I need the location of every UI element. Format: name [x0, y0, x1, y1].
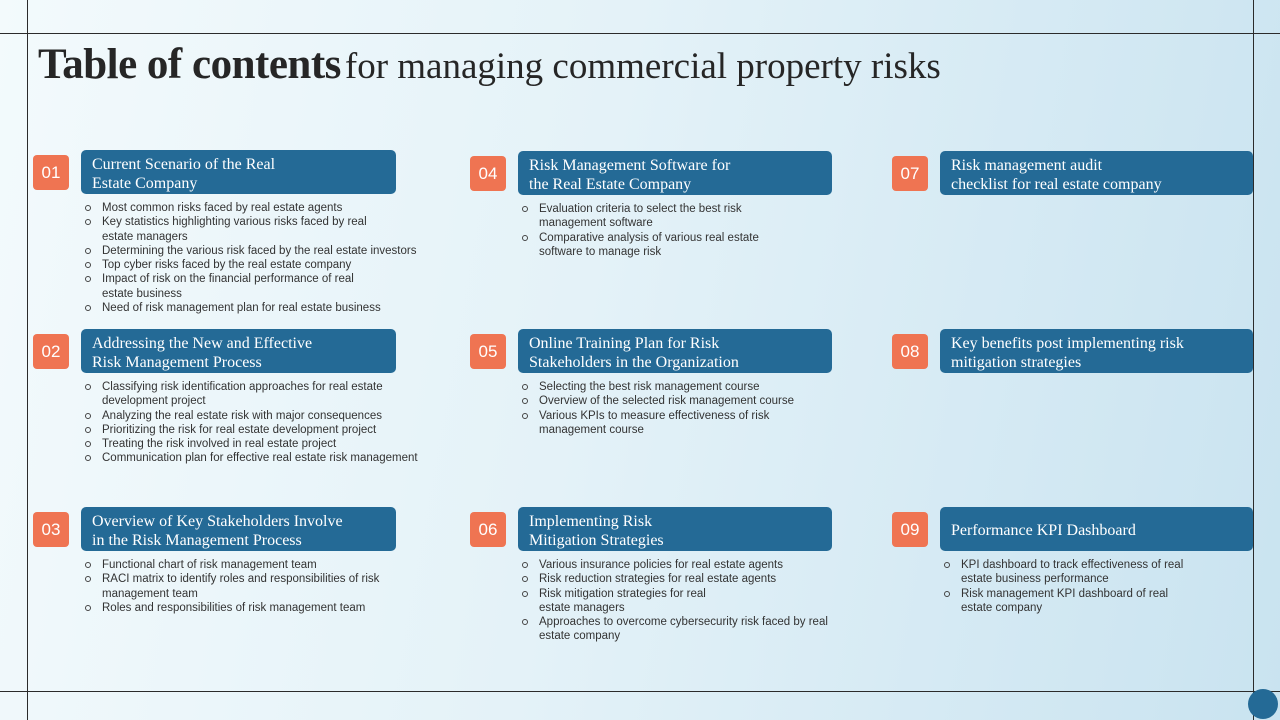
item-number-badge: 07 — [892, 156, 928, 191]
list-item: RACI matrix to identify roles and responsibilities of risk management team — [83, 572, 417, 601]
page-title — [38, 40, 941, 89]
list-item: Risk mitigation strategies for real estate managers — [520, 587, 739, 616]
list-item: Classifying risk identification approaches for real estate development project — [83, 380, 407, 409]
title-rest: for managing commercial property risks — [344, 46, 941, 87]
list-item: Treating the risk involved in real estate project — [83, 437, 438, 451]
heading-line-1: Key benefits post implementing risk — [951, 334, 1184, 352]
item-heading — [940, 329, 1253, 373]
bullet-list — [520, 380, 820, 437]
heading-line-2: mitigation strategies — [951, 353, 1082, 371]
item-heading — [518, 151, 832, 195]
heading-line-2: checklist for real estate company — [951, 175, 1162, 193]
heading-line-1: Implementing Risk — [529, 512, 653, 530]
heading-line-1: Performance KPI Dashboard — [951, 522, 1136, 539]
bullet-list — [520, 558, 830, 644]
frame-right-line — [1253, 0, 1254, 720]
heading-line-1: Addressing the New and Effective — [92, 334, 313, 352]
list-item: Various insurance policies for real estate agents — [520, 558, 830, 572]
bullet-list — [83, 380, 438, 466]
heading-line-1: Current Scenario of the Real — [92, 155, 276, 173]
item-heading — [81, 507, 396, 551]
heading-line-1: Overview of Key Stakeholders Involve — [92, 512, 343, 530]
list-item: Most common risks faced by real estate agents — [83, 201, 428, 215]
heading-line-1: Risk Management Software for — [529, 156, 731, 174]
list-item: Top cyber risks faced by the real estate company — [83, 258, 428, 272]
item-heading — [940, 151, 1253, 195]
heading-line-2: Stakeholders in the Organization — [529, 353, 739, 371]
item-heading — [81, 150, 396, 194]
corner-circle — [1248, 689, 1278, 719]
item-number-badge: 01 — [33, 155, 69, 190]
frame-left-line — [27, 0, 28, 720]
list-item: Approaches to overcome cybersecurity risk faced by real estate company — [520, 615, 829, 644]
list-item: Impact of risk on the financial performance of real estate business — [83, 272, 382, 301]
heading-line-1: Risk management audit — [951, 156, 1103, 174]
list-item: Evaluation criteria to select the best risk management software — [520, 202, 780, 231]
list-item: Analyzing the real estate risk with major consequences — [83, 409, 438, 423]
bullet-list — [83, 558, 428, 615]
list-item: Prioritizing the risk for real estate development project — [83, 423, 438, 437]
title-bold: Table of contents — [38, 41, 341, 88]
item-heading — [518, 507, 832, 551]
list-item: Various KPIs to measure effectiveness of risk management course — [520, 409, 804, 438]
list-item: Roles and responsibilities of risk management team — [83, 601, 428, 615]
item-number-badge: 06 — [470, 512, 506, 547]
item-heading — [518, 329, 832, 373]
heading-line-2: Estate Company — [92, 174, 198, 192]
list-item: Selecting the best risk management course — [520, 380, 820, 394]
list-item: Determining the various risk faced by the real estate investors — [83, 244, 428, 258]
heading-line-2: the Real Estate Company — [529, 175, 692, 193]
item-heading — [81, 329, 396, 373]
item-number-badge: 05 — [470, 334, 506, 369]
frame-bottom-line — [0, 691, 1280, 692]
item-number-badge: 08 — [892, 334, 928, 369]
frame-top-line — [0, 33, 1280, 34]
item-number-badge: 04 — [470, 156, 506, 191]
bullet-list — [942, 558, 1202, 615]
list-item: KPI dashboard to track effectiveness of real estate business performance — [942, 558, 1191, 587]
list-item: Risk management KPI dashboard of real estate company — [942, 587, 1181, 616]
heading-line-1: Online Training Plan for Risk — [529, 334, 720, 352]
item-heading — [940, 507, 1253, 551]
list-item: Overview of the selected risk management course — [520, 394, 820, 408]
bullet-list — [83, 201, 428, 315]
list-item: Functional chart of risk management team — [83, 558, 428, 572]
bullet-list — [520, 202, 780, 259]
item-number-badge: 09 — [892, 512, 928, 547]
heading-line-2: in the Risk Management Process — [92, 531, 302, 549]
list-item: Need of risk management plan for real estate business — [83, 301, 428, 315]
heading-line-2: Mitigation Strategies — [529, 531, 664, 549]
list-item: Key statistics highlighting various risks faced by real estate managers — [83, 215, 392, 244]
item-number-badge: 02 — [33, 334, 69, 369]
heading-line-2: Risk Management Process — [92, 353, 262, 371]
list-item: Communication plan for effective real estate risk management — [83, 451, 438, 465]
list-item: Comparative analysis of various real estate software to manage risk — [520, 231, 780, 260]
item-number-badge: 03 — [33, 512, 69, 547]
list-item: Risk reduction strategies for real estate agents — [520, 572, 830, 586]
